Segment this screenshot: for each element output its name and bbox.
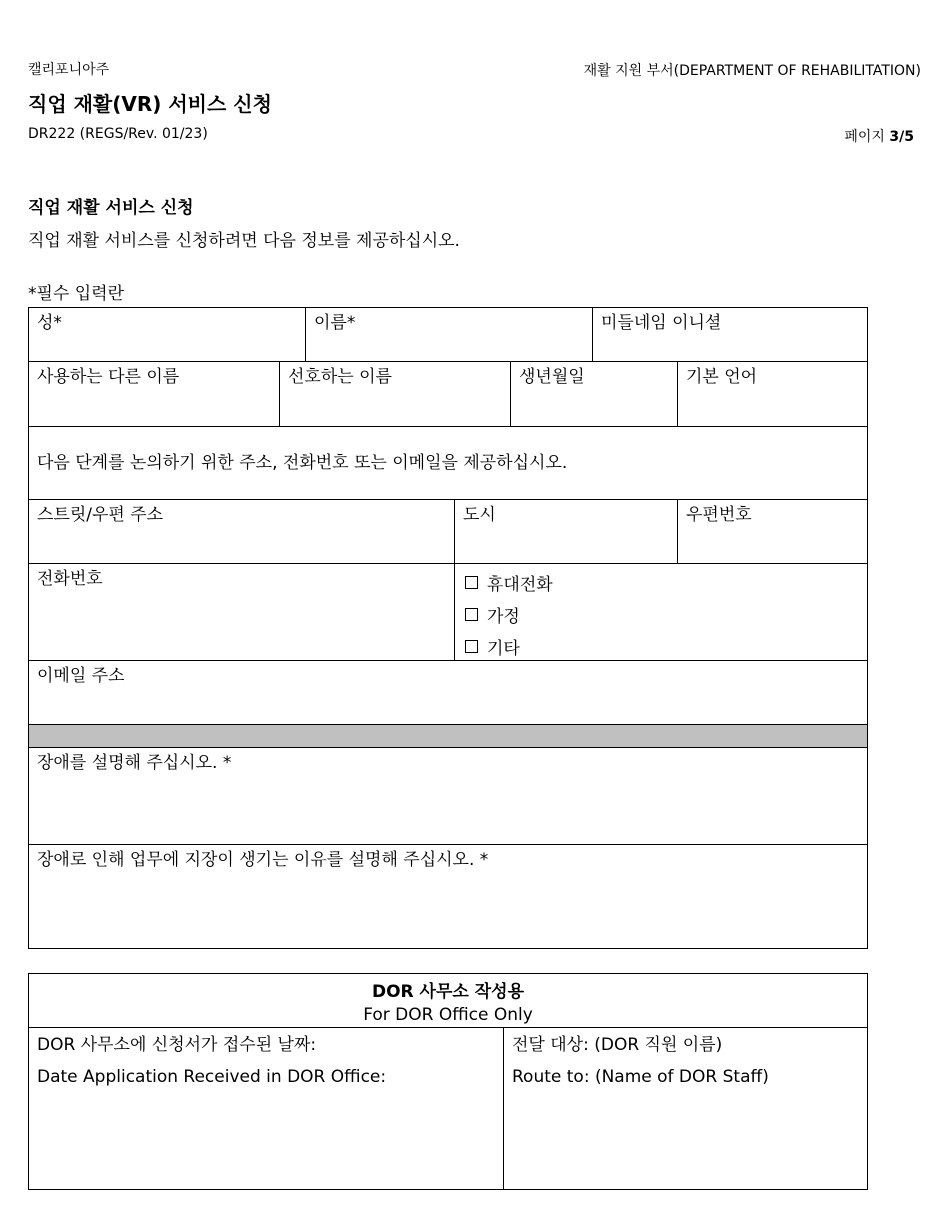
form-title: 직업 재활(VR) 서비스 신청 <box>28 92 272 116</box>
office-use-title-en: For DOR Office Only <box>363 1005 533 1025</box>
primary-language-field[interactable] <box>678 362 868 427</box>
city-label: 도시 <box>463 505 496 525</box>
section-divider <box>29 725 868 748</box>
route-to-field[interactable] <box>504 1028 868 1190</box>
birth-date-field[interactable] <box>511 362 678 427</box>
page-number: 3/5 <box>889 129 914 145</box>
primary-language-label: 기본 언어 <box>686 367 758 387</box>
first-name-field[interactable] <box>306 308 593 362</box>
phone-type-other[interactable] <box>455 628 867 660</box>
mobile-checkbox[interactable] <box>465 576 478 589</box>
applicant-info-table <box>28 307 868 949</box>
phone-type-options <box>455 564 868 661</box>
office-use-header <box>29 974 868 1028</box>
contact-instructions: 다음 단계를 논의하기 위한 주소, 전화번호 또는 이메일을 제공하십시오. <box>37 453 568 473</box>
home-label: 가정 <box>487 606 520 627</box>
office-use-title-ko: DOR 사무소 작성용 <box>371 982 525 1002</box>
disability-description-label: 장애를 설명해 주십시오. * <box>37 753 232 773</box>
work-impact-label: 장애로 인해 업무에 지장이 생기는 이유를 설명해 주십시오. * <box>37 850 489 870</box>
home-checkbox[interactable] <box>465 608 478 621</box>
mobile-label: 휴대전화 <box>487 574 553 595</box>
zip-code-field[interactable] <box>678 500 868 564</box>
other-names-field[interactable] <box>29 362 280 427</box>
last-name-field[interactable] <box>29 308 306 362</box>
birth-date-label: 생년월일 <box>519 367 585 387</box>
email-field[interactable] <box>29 661 868 725</box>
city-field[interactable] <box>455 500 678 564</box>
state-name: 캘리포니아주 <box>28 62 110 78</box>
first-name-label: 이름* <box>314 313 356 333</box>
other-names-label: 사용하는 다른 이름 <box>37 367 180 387</box>
form-number: DR222 (REGS/Rev. 01/23) <box>28 126 208 142</box>
route-to-label-ko: 전달 대상: (DOR 직원 이름) <box>512 1035 723 1055</box>
section-title: 직업 재활 서비스 신청 <box>28 198 194 218</box>
date-received-label-ko: DOR 사무소에 신청서가 접수된 날짜: <box>37 1035 317 1055</box>
department-name: 재활 지원 부서(DEPARTMENT OF REHABILITATION) <box>583 63 921 79</box>
other-checkbox[interactable] <box>465 640 478 653</box>
street-address-field[interactable] <box>29 500 455 564</box>
zip-code-label: 우편번호 <box>686 505 752 525</box>
preferred-name-label: 선호하는 이름 <box>288 367 392 387</box>
page-indicator <box>844 126 914 146</box>
work-impact-field[interactable] <box>29 845 868 949</box>
street-address-label: 스트릿/우편 주소 <box>37 505 164 525</box>
preferred-name-field[interactable] <box>280 362 511 427</box>
date-received-field[interactable] <box>29 1028 504 1190</box>
email-label: 이메일 주소 <box>37 666 125 686</box>
page-label: 페이지 <box>844 129 885 145</box>
phone-number-field[interactable] <box>29 564 455 661</box>
phone-type-home[interactable] <box>455 596 867 628</box>
disability-description-field[interactable] <box>29 748 868 845</box>
route-to-label-en: Route to: (Name of DOR Staff) <box>512 1067 769 1087</box>
section-instructions: 직업 재활 서비스를 신청하려면 다음 정보를 제공하십시오. <box>28 231 460 251</box>
office-use-table <box>28 973 868 1190</box>
last-name-label: 성* <box>37 313 62 333</box>
date-received-label-en: Date Application Received in DOR Office: <box>37 1067 387 1087</box>
middle-initial-field[interactable] <box>593 308 868 362</box>
other-label: 기타 <box>487 638 520 659</box>
middle-initial-label: 미들네임 이니셜 <box>601 313 722 333</box>
contact-instructions-row <box>29 427 868 500</box>
phone-number-label: 전화번호 <box>37 569 103 589</box>
required-note: *필수 입력란 <box>28 284 125 304</box>
phone-type-mobile[interactable] <box>455 564 867 596</box>
